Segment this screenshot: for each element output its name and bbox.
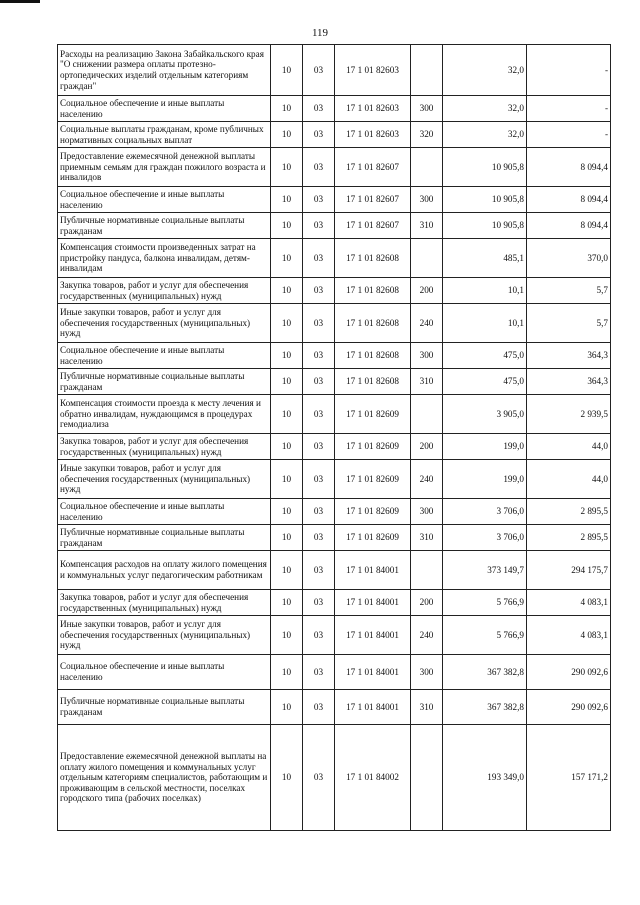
- cell-vr: 300: [411, 343, 443, 369]
- cell-pr: 03: [303, 460, 335, 499]
- cell-pr: 03: [303, 725, 335, 831]
- cell-vr: 240: [411, 616, 443, 655]
- cell-sum1: 485,1: [443, 239, 527, 278]
- cell-pr: 03: [303, 369, 335, 395]
- cell-rz: 10: [271, 45, 303, 96]
- cell-sum1: 10 905,8: [443, 187, 527, 213]
- cell-vr: 240: [411, 460, 443, 499]
- table-row: [58, 690, 611, 725]
- cell-vr: 300: [411, 96, 443, 122]
- cell-pr: 03: [303, 239, 335, 278]
- table-row: [58, 148, 611, 187]
- cell-csr: 17 1 01 82609: [335, 460, 411, 499]
- cell-sum2: 294 175,7: [527, 551, 611, 590]
- cell-pr: 03: [303, 96, 335, 122]
- cell-vr: 200: [411, 590, 443, 616]
- cell-name: Компенсация стоимости произведенных затрат на пристройку пандуса, балкона инвалидам, детям-инвалидам: [58, 239, 271, 278]
- cell-name: Социальное обеспечение и иные выплаты населению: [58, 187, 271, 213]
- cell-csr: 17 1 01 82607: [335, 187, 411, 213]
- cell-csr: 17 1 01 82608: [335, 304, 411, 343]
- budget-table: [57, 44, 611, 831]
- cell-pr: 03: [303, 304, 335, 343]
- table-row: [58, 369, 611, 395]
- cell-name: Закупка товаров, работ и услуг для обеспечения государственных (муниципальных) нужд: [58, 278, 271, 304]
- cell-sum1: 3 905,0: [443, 395, 527, 434]
- cell-vr: [411, 148, 443, 187]
- cell-name: Предоставление ежемесячной денежной выплаты приемным семьям для граждан пожилого возраста и инвалидов: [58, 148, 271, 187]
- table-row: [58, 304, 611, 343]
- cell-name: Социальное обеспечение и иные выплаты населению: [58, 499, 271, 525]
- table-row: [58, 343, 611, 369]
- cell-rz: 10: [271, 213, 303, 239]
- cell-sum1: 32,0: [443, 122, 527, 148]
- cell-rz: 10: [271, 369, 303, 395]
- cell-sum2: 2 895,5: [527, 525, 611, 551]
- cell-vr: 300: [411, 655, 443, 690]
- cell-vr: 300: [411, 187, 443, 213]
- cell-pr: 03: [303, 590, 335, 616]
- cell-sum2: 364,3: [527, 343, 611, 369]
- table-row: [58, 122, 611, 148]
- table-row: [58, 525, 611, 551]
- cell-rz: 10: [271, 655, 303, 690]
- table-row: [58, 590, 611, 616]
- cell-csr: 17 1 01 84001: [335, 655, 411, 690]
- cell-name: Закупка товаров, работ и услуг для обеспечения государственных (муниципальных) нужд: [58, 434, 271, 460]
- cell-sum2: 4 083,1: [527, 616, 611, 655]
- cell-vr: 320: [411, 122, 443, 148]
- cell-sum2: 364,3: [527, 369, 611, 395]
- cell-rz: 10: [271, 525, 303, 551]
- cell-sum2: -: [527, 45, 611, 96]
- table-row: [58, 96, 611, 122]
- table-row: [58, 616, 611, 655]
- cell-sum1: 10,1: [443, 304, 527, 343]
- cell-pr: 03: [303, 690, 335, 725]
- cell-csr: 17 1 01 82607: [335, 148, 411, 187]
- cell-rz: 10: [271, 434, 303, 460]
- cell-csr: 17 1 01 82603: [335, 122, 411, 148]
- cell-rz: 10: [271, 278, 303, 304]
- cell-sum2: 2 895,5: [527, 499, 611, 525]
- cell-sum2: 8 094,4: [527, 148, 611, 187]
- cell-csr: 17 1 01 82609: [335, 525, 411, 551]
- cell-name: Иные закупки товаров, работ и услуг для обеспечения государственных (муниципальных) нужд: [58, 616, 271, 655]
- cell-csr: 17 1 01 84001: [335, 590, 411, 616]
- cell-name: Иные закупки товаров, работ и услуг для обеспечения государственных (муниципальных) нужд: [58, 460, 271, 499]
- cell-pr: 03: [303, 278, 335, 304]
- cell-sum1: 367 382,8: [443, 655, 527, 690]
- cell-sum2: 157 171,2: [527, 725, 611, 831]
- cell-rz: 10: [271, 187, 303, 213]
- cell-pr: 03: [303, 45, 335, 96]
- cell-pr: 03: [303, 343, 335, 369]
- cell-vr: 310: [411, 213, 443, 239]
- table-row: [58, 45, 611, 96]
- cell-sum1: 5 766,9: [443, 616, 527, 655]
- cell-rz: 10: [271, 725, 303, 831]
- cell-sum1: 193 349,0: [443, 725, 527, 831]
- cell-name: Расходы на реализацию Закона Забайкальского края "О снижении размера оплаты протезно-ортопедических изделий отдельным категориям граждан": [58, 45, 271, 96]
- cell-vr: 310: [411, 369, 443, 395]
- cell-rz: 10: [271, 122, 303, 148]
- table-row: [58, 460, 611, 499]
- cell-csr: 17 1 01 82603: [335, 45, 411, 96]
- cell-csr: 17 1 01 82608: [335, 278, 411, 304]
- cell-name: Публичные нормативные социальные выплаты гражданам: [58, 690, 271, 725]
- cell-name: Публичные нормативные социальные выплаты гражданам: [58, 213, 271, 239]
- cell-pr: 03: [303, 616, 335, 655]
- cell-name: Социальное обеспечение и иные выплаты населению: [58, 655, 271, 690]
- cell-sum1: 10 905,8: [443, 213, 527, 239]
- cell-pr: 03: [303, 213, 335, 239]
- table-row: [58, 187, 611, 213]
- cell-rz: 10: [271, 96, 303, 122]
- table-row: [58, 655, 611, 690]
- cell-pr: 03: [303, 525, 335, 551]
- cell-csr: 17 1 01 82608: [335, 239, 411, 278]
- cell-csr: 17 1 01 82607: [335, 213, 411, 239]
- cell-sum1: 475,0: [443, 343, 527, 369]
- cell-sum2: 2 939,5: [527, 395, 611, 434]
- cell-rz: 10: [271, 395, 303, 434]
- cell-sum2: 8 094,4: [527, 213, 611, 239]
- cell-csr: 17 1 01 82609: [335, 434, 411, 460]
- table-row: [58, 395, 611, 434]
- cell-pr: 03: [303, 122, 335, 148]
- cell-sum1: 199,0: [443, 460, 527, 499]
- cell-name: Компенсация стоимости проезда к месту лечения и обратно инвалидам, нуждающимся в процедурах гемодиализа: [58, 395, 271, 434]
- table-row: [58, 213, 611, 239]
- cell-sum1: 10,1: [443, 278, 527, 304]
- table-row: [58, 499, 611, 525]
- cell-rz: 10: [271, 551, 303, 590]
- cell-sum1: 373 149,7: [443, 551, 527, 590]
- cell-csr: 17 1 01 82608: [335, 369, 411, 395]
- cell-pr: 03: [303, 551, 335, 590]
- cell-name: Компенсация расходов на оплату жилого помещения и коммунальных услуг педагогическим работникам: [58, 551, 271, 590]
- cell-sum1: 5 766,9: [443, 590, 527, 616]
- cell-csr: 17 1 01 84001: [335, 551, 411, 590]
- cell-sum2: 290 092,6: [527, 655, 611, 690]
- cell-sum1: 367 382,8: [443, 690, 527, 725]
- cell-name: Социальное обеспечение и иные выплаты населению: [58, 343, 271, 369]
- cell-vr: 300: [411, 499, 443, 525]
- cell-csr: 17 1 01 82603: [335, 96, 411, 122]
- cell-sum2: 5,7: [527, 304, 611, 343]
- cell-rz: 10: [271, 304, 303, 343]
- cell-pr: 03: [303, 187, 335, 213]
- cell-csr: 17 1 01 82609: [335, 499, 411, 525]
- cell-csr: 17 1 01 82608: [335, 343, 411, 369]
- cell-csr: 17 1 01 84001: [335, 616, 411, 655]
- cell-name: Публичные нормативные социальные выплаты гражданам: [58, 525, 271, 551]
- cell-vr: 310: [411, 690, 443, 725]
- cell-rz: 10: [271, 616, 303, 655]
- cell-sum1: 10 905,8: [443, 148, 527, 187]
- corner-mark: [0, 0, 40, 3]
- cell-rz: 10: [271, 148, 303, 187]
- cell-rz: 10: [271, 499, 303, 525]
- cell-sum2: -: [527, 122, 611, 148]
- cell-vr: 310: [411, 525, 443, 551]
- table-row: [58, 551, 611, 590]
- table-row: [58, 278, 611, 304]
- table-row: [58, 725, 611, 831]
- cell-pr: 03: [303, 655, 335, 690]
- cell-name: Предоставление ежемесячной денежной выплаты на оплату жилого помещения и коммунальных услуг отдельным категориям специалистов, работающим и проживающим в сельской местности, поселках городского типа (рабочих поселках): [58, 725, 271, 831]
- cell-pr: 03: [303, 434, 335, 460]
- cell-name: Социальное обеспечение и иные выплаты населению: [58, 96, 271, 122]
- cell-sum2: -: [527, 96, 611, 122]
- cell-vr: [411, 725, 443, 831]
- cell-csr: 17 1 01 84001: [335, 690, 411, 725]
- cell-sum1: 3 706,0: [443, 499, 527, 525]
- cell-vr: 200: [411, 278, 443, 304]
- cell-sum2: 8 094,4: [527, 187, 611, 213]
- cell-sum2: 370,0: [527, 239, 611, 278]
- cell-vr: [411, 395, 443, 434]
- cell-rz: 10: [271, 239, 303, 278]
- cell-vr: [411, 45, 443, 96]
- cell-sum1: 475,0: [443, 369, 527, 395]
- cell-sum2: 4 083,1: [527, 590, 611, 616]
- cell-csr: 17 1 01 84002: [335, 725, 411, 831]
- page-number: 119: [311, 27, 329, 39]
- cell-rz: 10: [271, 343, 303, 369]
- cell-vr: 200: [411, 434, 443, 460]
- cell-rz: 10: [271, 460, 303, 499]
- cell-pr: 03: [303, 395, 335, 434]
- table-row: [58, 434, 611, 460]
- cell-name: Социальные выплаты гражданам, кроме публичных нормативных социальных выплат: [58, 122, 271, 148]
- cell-vr: 240: [411, 304, 443, 343]
- cell-rz: 10: [271, 690, 303, 725]
- cell-pr: 03: [303, 499, 335, 525]
- cell-pr: 03: [303, 148, 335, 187]
- cell-vr: [411, 551, 443, 590]
- cell-sum2: 44,0: [527, 434, 611, 460]
- cell-sum2: 44,0: [527, 460, 611, 499]
- cell-name: Закупка товаров, работ и услуг для обеспечения государственных (муниципальных) нужд: [58, 590, 271, 616]
- cell-rz: 10: [271, 590, 303, 616]
- table-row: [58, 239, 611, 278]
- cell-name: Публичные нормативные социальные выплаты гражданам: [58, 369, 271, 395]
- cell-sum1: 199,0: [443, 434, 527, 460]
- cell-sum1: 32,0: [443, 96, 527, 122]
- cell-sum1: 3 706,0: [443, 525, 527, 551]
- cell-csr: 17 1 01 82609: [335, 395, 411, 434]
- cell-sum1: 32,0: [443, 45, 527, 96]
- cell-sum2: 290 092,6: [527, 690, 611, 725]
- cell-vr: [411, 239, 443, 278]
- cell-name: Иные закупки товаров, работ и услуг для обеспечения государственных (муниципальных) нужд: [58, 304, 271, 343]
- cell-sum2: 5,7: [527, 278, 611, 304]
